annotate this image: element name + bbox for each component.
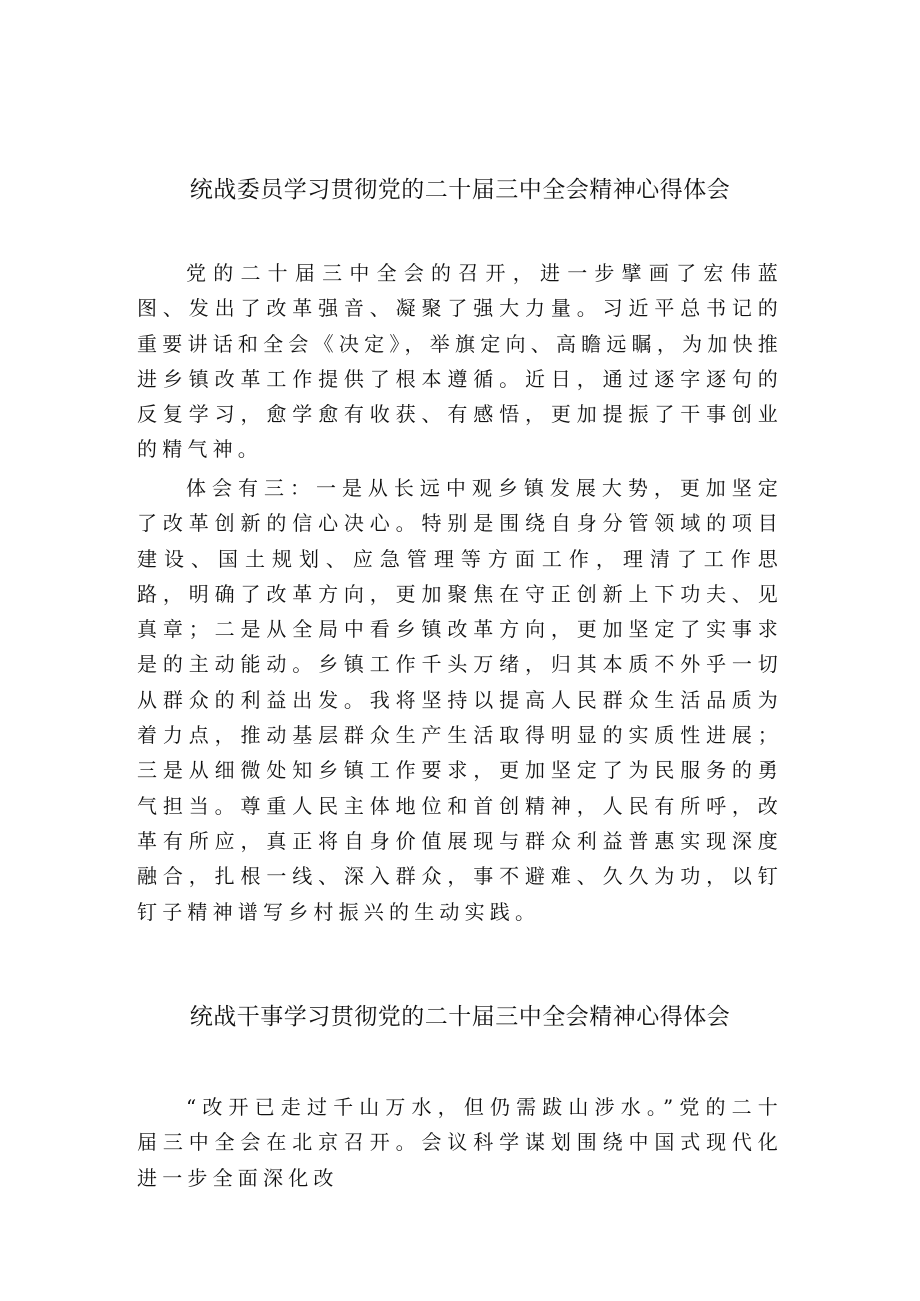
article-2-paragraph-1: “改开已走过千山万水，但仍需跋山涉水。”党的二十届三中全会在北京召开。会议科学谋划围绕中国式现代化进一步全面深化改	[137, 1095, 783, 1190]
article-1-paragraph-1: 党的二十届三中全会的召开，进一步擘画了宏伟蓝图、发出了改革强音、凝聚了强大力量。习近平总书记的重要讲话和全会《决定》，举旗定向、高瞻远瞩，为加快推进乡镇改革工作提供了根本遵循。近日，通过逐字逐句的反复学习，愈学愈有收获、有感悟，更加提振了干事创业的精气神。	[137, 261, 783, 462]
article-2-title: 统战干事学习贯彻党的二十届三中全会精神心得体会	[189, 1004, 731, 1030]
article-1-title: 统战委员学习贯彻党的二十届三中全会精神心得体会	[189, 177, 731, 203]
article-1-paragraph-2: 体会有三：一是从长远中观乡镇发展大势，更加坚定了改革创新的信心决心。特别是围绕自身分管领域的项目建设、国土规划、应急管理等方面工作，理清了工作思路，明确了改革方向，更加聚焦在守正创新上下功夫、见真章；二是从全局中看乡镇改革方向，更加坚定了实事求是的主动能动。乡镇工作千头万绪，归其本质不外乎一切从群众的利益出发。我将坚持以提高人民群众生活品质为着力点，推动基层群众生产生活取得明显的实质性进展；三是从细微处知乡镇工作要求，更加坚定了为民服务的勇气担当。尊重人民主体地位和首创精神，人民有所呼，改革有所应，真正将自身价值展现与群众利益普惠实现深度融合，扎根一线、深入群众，事不避难、久久为功，以钉钉子精神谱写乡村振兴的生动实践。	[137, 476, 783, 924]
